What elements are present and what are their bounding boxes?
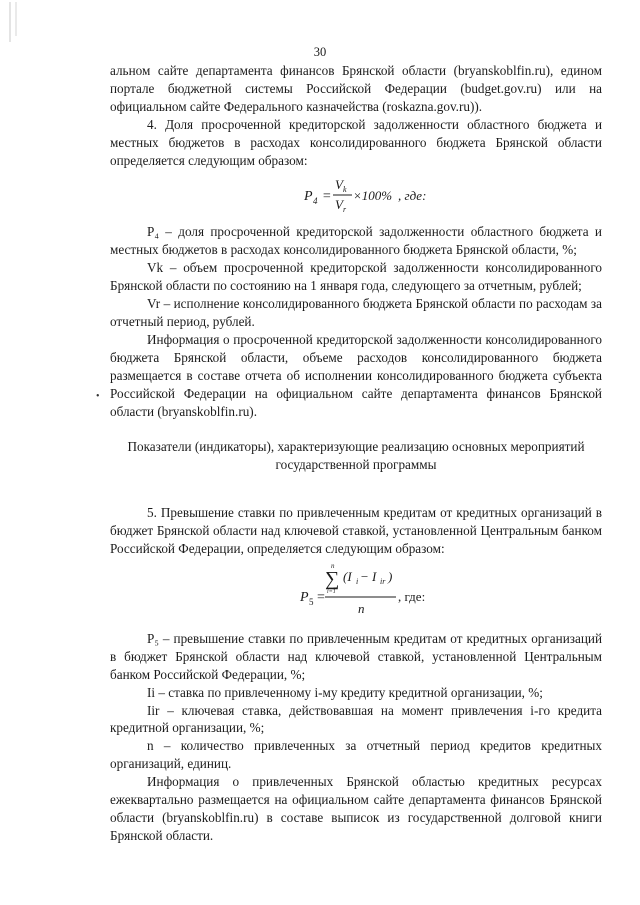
formula-p5-minus: − I — [360, 568, 377, 584]
definition-ii: Ii – ставка по привлеченному i-му кредиту кредитной организации, %; — [147, 684, 543, 700]
paragraph-item-4: 4. Доля просроченной кредиторской задолженности областного бюджета и местных бюджетов в расходах консолидированного бюджета Брянской области определяется следующим образом: — [110, 116, 602, 168]
formula-p4-eq: = — [322, 189, 332, 205]
definition-vk: Vk – объем просроченной кредиторской задолженности консолидированного Брянской области по состоянию на 1 января года, следующего за отчетным, рублей; — [110, 260, 602, 294]
formula-p5-term: (I — [343, 568, 352, 584]
formula-p5-sum-top: n — [331, 561, 335, 570]
formula-p5-den: n — [358, 600, 365, 616]
formula-p4-mult: ×100% — [353, 188, 393, 204]
formula-p5-term-i: i — [356, 576, 359, 586]
formula-p5-eq: = — [317, 589, 325, 605]
formula-p5-lhs: P — [300, 589, 309, 605]
formula-p5-graphic — [298, 560, 448, 624]
paragraph-item-5: 5. Превышение ставки по привлеченным кредитам от кредитных организаций в бюджет Брянской области над ключевой ставкой, установленной Центральным банком Российской Федерации, определяется следующим образом: — [110, 505, 602, 557]
formula-p5-sigma: ∑ — [325, 567, 340, 590]
definition-n: n – количество привлеченных за отчетный период кредитов кредитных организаций, единиц. — [110, 738, 602, 772]
formula-p4-lhs-sub: 4 — [313, 196, 318, 207]
formula-p4-tail: , где: — [398, 188, 427, 204]
document-body — [110, 62, 602, 845]
formula-p4-num-sub: k — [343, 185, 347, 195]
formula-p5-term-ir: ir — [380, 576, 386, 586]
formula-p4 — [110, 173, 602, 217]
formula-p4-den: V — [335, 197, 343, 213]
definition-iir: Iir – ключевая ставка, действовавшая на момент привлечения i-го кредита кредитной организации, %; — [110, 702, 602, 736]
scan-dot: • — [96, 391, 100, 402]
page-number: 30 — [313, 45, 327, 59]
formula-p5-tail: , где: — [398, 588, 426, 604]
info-paragraph-1: Информация о просроченной кредиторской задолженности консолидированного бюджета Брянской области, объеме расходов консолидированного бюджета размещается в составе отчета об исполнении консолидированного бюджета субъекта Российской Федерации на официальном сайте департамента финансов Брянской области (bryanskoblfin.ru). — [110, 331, 602, 419]
formula-p5-sum-bottom: i=1 — [327, 588, 336, 595]
formula-p5 — [110, 560, 602, 626]
paragraph-continuation: альном сайте департамента финансов Брянской области (bryanskoblfin.ru), едином портале бюджетной системы Российской Федерации (budget.gov.ru) или на официальном сайте Федерального казначейства (roskazna.gov.ru)). — [110, 63, 602, 114]
definition-p4: Р₄ – доля просроченной кредиторской задолженности областного бюджета и местных бюджетов в расходах консолидированного бюджета Брянской области, %; — [110, 224, 602, 258]
formula-p5-lhs-sub: 5 — [309, 596, 314, 607]
definition-vr: Vr – исполнение консолидированного бюджета Брянской области по расходам за отчетный период, рублей. — [110, 296, 602, 329]
formula-p4-den-sub: r — [343, 205, 347, 215]
section-heading: Показатели (индикаторы), характеризующие реализацию основных мероприятий государственной программы — [127, 439, 585, 473]
scan-margin-marks — [7, 2, 23, 42]
formula-p4-num: V — [335, 177, 343, 193]
formula-p4-lhs: P — [304, 189, 313, 205]
formula-p5-close: ) — [388, 568, 393, 584]
definition-p5: Р₅ – превышение ставки по привлеченным кредитам от кредитных организаций в бюджет Брянской области над ключевой ставкой, установленной Центральным банком Российской Федерации, %; — [110, 630, 602, 682]
formula-p4-graphic — [302, 173, 442, 217]
info-paragraph-2: Информация о привлеченных Брянской областью кредитных ресурсах ежеквартально размещается на официальном сайте департамента финансов Брянской области (bryanskoblfin.ru) в составе выписок из государственной долговой книги Брянской области. — [110, 774, 602, 843]
